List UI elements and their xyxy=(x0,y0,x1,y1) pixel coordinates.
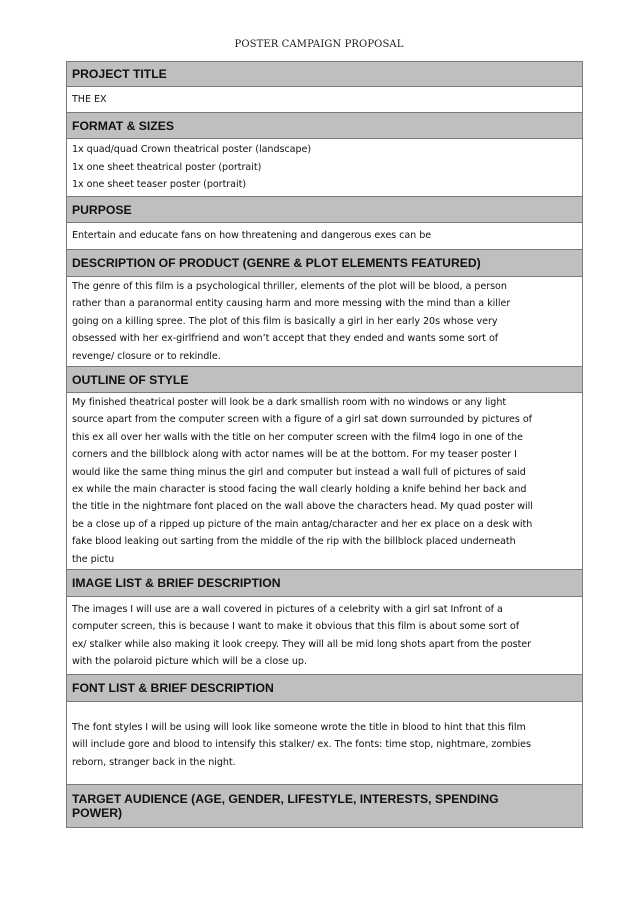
section-heading: TARGET AUDIENCE (AGE, GENDER, LIFESTYLE, INTERESTS, SPENDING POWER) xyxy=(67,785,583,828)
section-heading: FORMAT & SIZES xyxy=(67,113,583,139)
section-body-description xyxy=(67,277,583,367)
body-line: the title in the nightmare font placed on the wall above the characters head. My quad poster will xyxy=(72,501,533,513)
body-line: ex/ stalker while also making it look creepy. They will all be mid long shots apart from the poster xyxy=(72,638,532,650)
body-line: Entertain and educate fans on how threatening and dangerous exes can be xyxy=(72,230,432,242)
body-line: THE EX xyxy=(72,93,107,105)
section-header-image-list xyxy=(67,570,583,597)
body-line: this ex all over her walls with the title on her computer screen with the film4 logo in one of the xyxy=(72,431,523,443)
body-line: corners and the billblock along with actor names will be at the bottom. For my teaser poster I xyxy=(72,449,517,461)
section-heading: DESCRIPTION OF PRODUCT (GENRE & PLOT ELEMENTS FEATURED) xyxy=(67,250,583,277)
section-header-font-list xyxy=(67,675,583,702)
body-line: 1x one sheet theatrical poster (portrait) xyxy=(72,161,262,173)
section-heading: PURPOSE xyxy=(67,197,583,223)
body-line: obsessed with her ex-girlfriend and won’t accept that they ended and wants some sort of xyxy=(72,333,499,345)
section-heading: FONT LIST & BRIEF DESCRIPTION xyxy=(67,675,583,702)
section-body-project-title xyxy=(67,87,583,113)
body-line: fake blood leaking out sarting from the middle of the rip with the billblock placed underneath xyxy=(72,536,516,548)
section-header-description xyxy=(67,250,583,277)
body-line: would like the same thing minus the girl and computer but instead a wall full of pictures of said xyxy=(72,466,526,478)
body-line: My finished theatrical poster will look be a dark smallish room with no windows or any light xyxy=(72,396,507,408)
body-line: reborn, stranger back in the night. xyxy=(72,756,236,768)
body-line: the pictu xyxy=(72,553,115,565)
body-line: revenge/ closure or to rekindle. xyxy=(72,350,221,362)
section-body-outline-style xyxy=(67,393,583,570)
body-line: The images I will use are a wall covered in pictures of a celebrity with a girl sat Infront of a xyxy=(72,603,503,615)
body-line: computer screen, this is because I want to make it obvious that this film is about some sort of xyxy=(72,621,520,633)
body-line: The font styles I will be using will look like someone wrote the title in blood to hint that this film xyxy=(72,721,526,733)
body-line: going on a killing spree. The plot of this film is basically a girl in her early 20s whose very xyxy=(72,315,498,327)
section-header-format-sizes xyxy=(67,113,583,139)
body-line: source apart from the computer screen with a figure of a girl sat down surrounded by pictures of xyxy=(72,414,533,426)
section-heading: OUTLINE OF STYLE xyxy=(67,367,583,393)
body-line: be a close up of a ripped up picture of the main antag/character and her ex place on a desk with xyxy=(72,518,533,530)
section-body-font-list xyxy=(67,702,583,785)
section-heading: IMAGE LIST & BRIEF DESCRIPTION xyxy=(67,570,583,597)
document-title: POSTER CAMPAIGN PROPOSAL xyxy=(234,39,404,50)
body-line: ex while the main character is stood facing the wall clearly holding a knife behind her back and xyxy=(72,484,527,495)
section-header-outline-style xyxy=(67,367,583,393)
section-body-image-list xyxy=(67,597,583,675)
body-line: will include gore and blood to intensify this stalker/ ex. The fonts: time stop, nightmare, zombies xyxy=(72,739,531,751)
section-heading: PROJECT TITLE xyxy=(67,62,583,87)
body-line: with the polaroid picture which will be a close up. xyxy=(72,655,307,667)
proposal-form-table xyxy=(66,61,583,828)
body-line: 1x one sheet teaser poster (portrait) xyxy=(72,179,247,191)
section-header-target-audience xyxy=(67,785,583,828)
section-header-project-title xyxy=(67,62,583,87)
section-body-format-sizes xyxy=(67,139,583,197)
section-body-purpose xyxy=(67,223,583,250)
section-header-purpose xyxy=(67,197,583,223)
body-line: rather than a paranormal entity causing harm and more messing with the mind than a killer xyxy=(72,298,511,310)
body-line: The genre of this film is a psychological thriller, elements of the plot will be blood, a person xyxy=(72,280,507,292)
body-line: 1x quad/quad Crown theatrical poster (landscape) xyxy=(72,144,312,156)
